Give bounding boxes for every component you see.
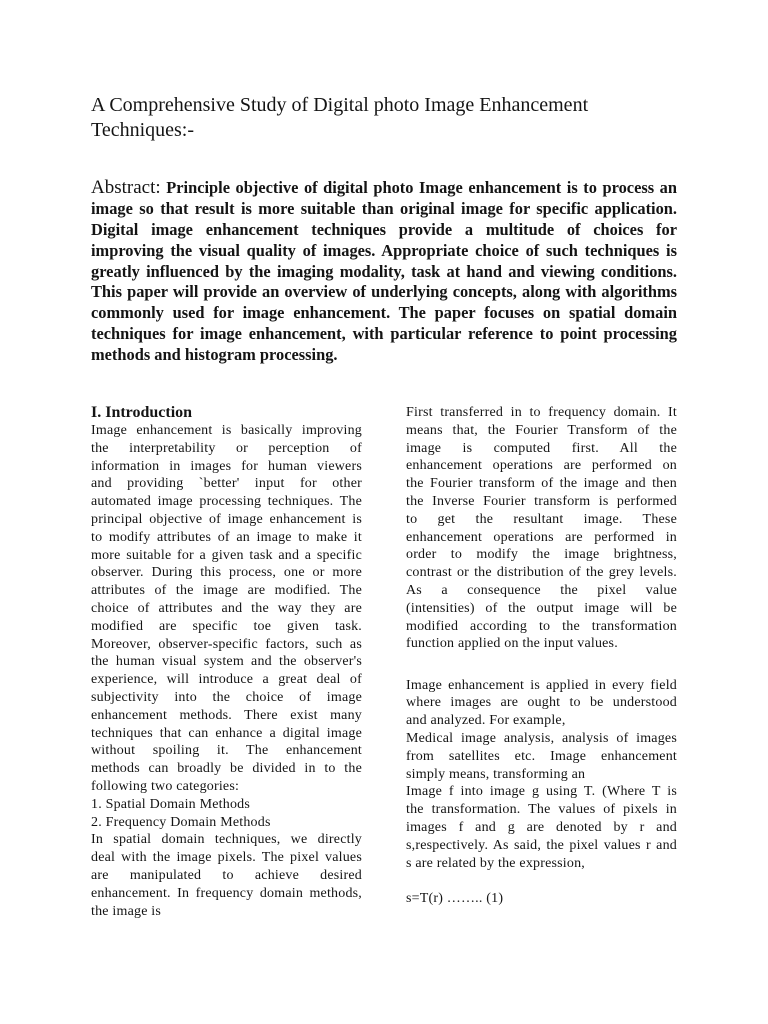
text-line: to modify attributes of an image to make it [91,529,362,545]
text-line: subjectivity into the choice of image [91,689,362,705]
list-item: 1. Spatial Domain Methods [91,796,250,812]
text-line: Image enhancement is basically improving [91,423,362,438]
text-line: enhancement methods. There exist many [91,707,362,723]
text-line: means that, the Fourier Transform of the [406,422,677,438]
abstract [91,178,677,366]
abstract-first-line [91,178,677,199]
text-line: from satellites etc. Image enhancement [406,748,677,764]
list-item: 2. Frequency Domain Methods [91,814,271,830]
paragraph [91,422,362,796]
text-line: the image is [91,903,162,919]
text-line: the human visual system and the observer's [91,654,362,670]
text-line: information in images for human viewers [91,458,362,474]
text-line: methods and histogram processing. [91,345,338,365]
paragraph [406,404,677,653]
text-line: the transformation. The values of pixels in [406,802,677,818]
text-line: enhancement operations are performed in [406,529,677,545]
left-column [91,422,362,920]
text-line: and analyzed. For example, [406,713,566,729]
text-line: techniques for image enhancement, with particular reference to point processing [91,324,677,344]
text-line: deal with the image pixels. The pixel values [91,850,362,866]
text-line: experience, will introduce a great deal of [91,672,362,688]
text-line: order to modify the image brightness, [406,547,677,563]
paper-title: A Comprehensive Study of Digital photo Image Enhancement Techniques:- [91,94,589,141]
text-line: First transferred in to frequency domain. It [406,405,677,420]
text-line: function applied on the input values. [406,636,618,652]
paragraph [406,730,677,783]
section-heading: I. Introduction [91,404,193,421]
text-line: are manipulated to achieve desired [91,867,362,883]
text-line: enhancement. In frequency domain methods, [91,885,362,901]
text-line: observer. During this process, one or more [91,565,362,581]
text-line: image so that result is more suitable than original image for specific application. [91,198,677,218]
abstract-body [91,199,677,366]
text-line: without spoiling it. The enhancement [91,743,362,759]
text-line: following two categories: [91,778,240,794]
text-line: commonly used for image enhancement. The paper focuses on spatial domain [91,303,677,323]
text-line: contrast or the distribution of the grey levels. [406,565,677,581]
text-line: s,respectively. As said, the pixel values r and [406,837,677,853]
text-line: the interpretability or perception of [91,440,362,456]
text-line: improving the visual quality of images. Appropriate choice of such techniques is [91,240,677,260]
text-line: As a consequence the pixel value [406,582,677,598]
text-line: images f and g are denoted by r and [406,820,677,836]
text-line: and providing `better' input for other [91,476,362,492]
paragraph [91,831,362,920]
text-line: greatly influenced by the imaging modality, task at hand and viewing conditions. [91,261,677,281]
paragraph [406,677,677,730]
paragraph [406,783,677,872]
text-line: modified according to the transformation [406,618,677,634]
text-line: simply means, transforming an [406,766,586,782]
text-line: automated image processing techniques. The [91,494,362,510]
text-line: Moreover, observer-specific factors, such as [91,636,362,652]
text-line: techniques that can enhance a digital image [91,725,362,741]
text-line: s are related by the expression, [406,855,586,871]
text-line: Principle objective of digital photo Image enhancement is to process an [166,178,677,197]
text-line: enhancement operations are performed on [406,458,677,474]
text-line: the Inverse Fourier transform is performed [406,493,677,509]
text-line: Digital image enhancement techniques provide a multitude of choices for [91,219,677,239]
text-line: methods can broadly be divided in to the [91,761,362,777]
right-column [406,404,677,908]
text-line: In spatial domain techniques, we directly [91,832,362,848]
text-line: attributes of the image are modified. The [91,583,362,599]
abstract-label: Abstract: [91,177,161,198]
text-line: more suitable for a given task and a specific [91,547,362,563]
text-line: where images are ought to be understood [406,695,677,711]
text-line: choice of attributes and the way they are [91,600,362,616]
text-line: principal objective of image enhancement is [91,511,362,527]
text-line: image is computed first. All the [406,440,677,456]
text-line: Image enhancement is applied in every field [406,677,677,693]
equation: s=T(r) …….. (1) [406,891,504,907]
text-line: modified are specific toe given task. [91,618,362,634]
text-line: Medical image analysis, analysis of images [406,731,677,747]
text-line: the Fourier transform of the image and then [406,476,677,492]
method-list [91,796,362,832]
text-line: to get the resultant image. These [406,511,677,527]
text-line: (intensities) of the output image will be [406,600,677,616]
text-line: Image f into image g using T. (Where T is [406,784,677,800]
text-line: This paper will provide an overview of underlying concepts, along with algorithms [91,282,677,302]
